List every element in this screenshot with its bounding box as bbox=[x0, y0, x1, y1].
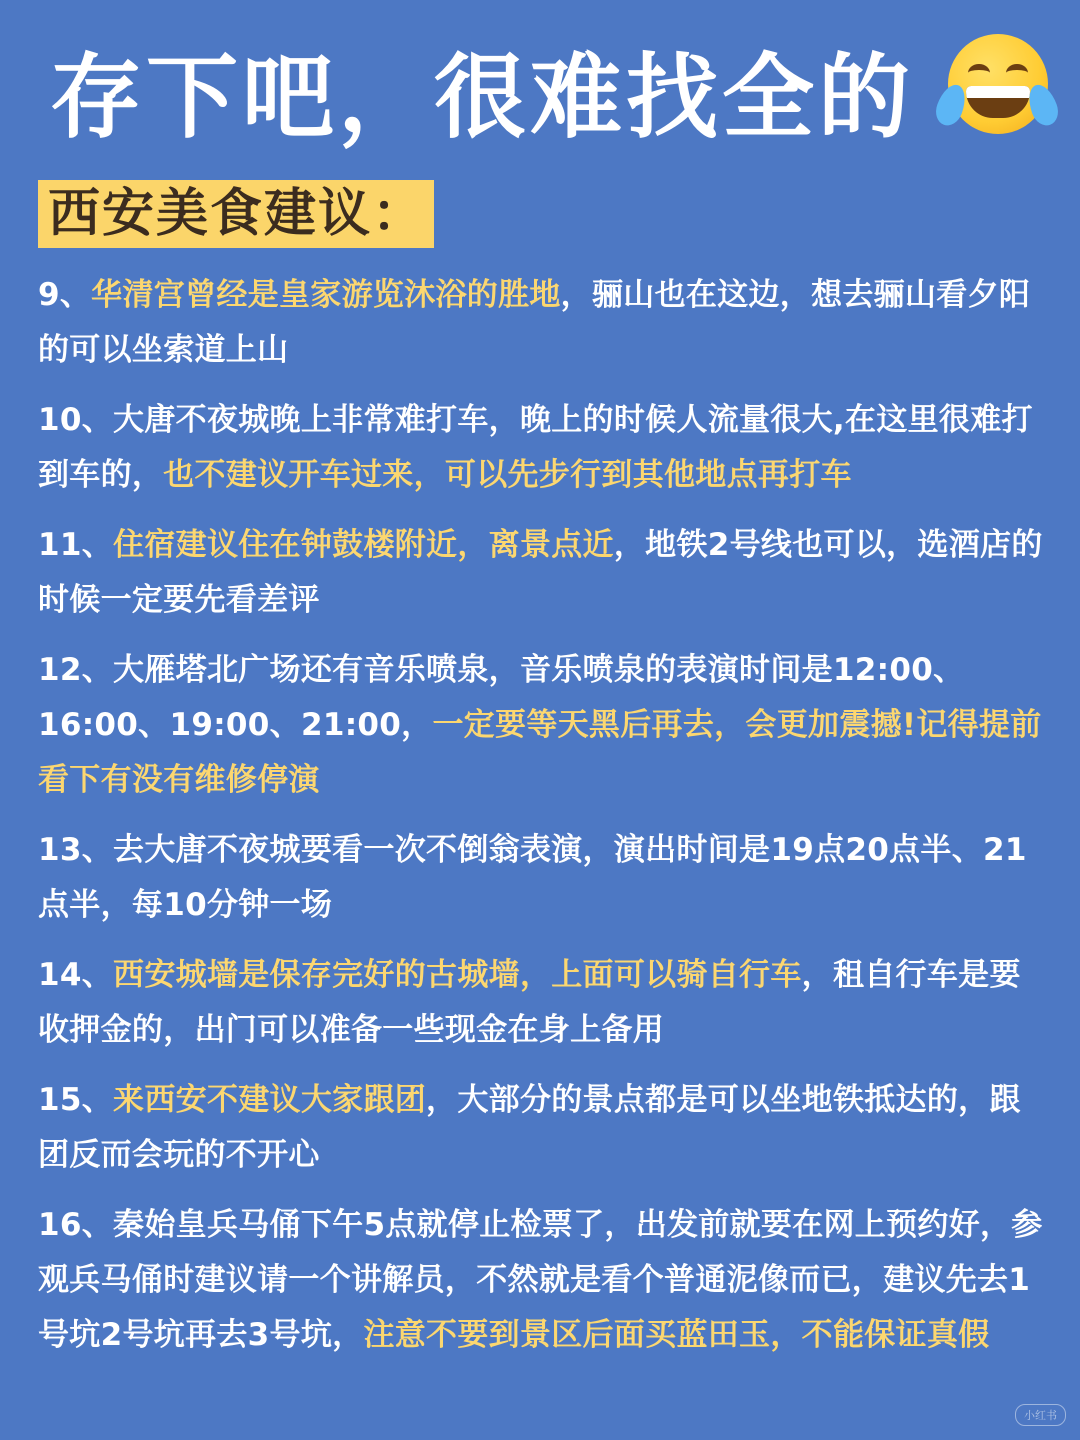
tip-highlight-text: 住宿建议住在钟鼓楼附近，离景点近 bbox=[113, 527, 614, 563]
tip-highlight-text: 华清宫曾经是皇家游览沐浴的胜地 bbox=[91, 277, 561, 313]
tip-text: ，地铁2号线也可以，选酒店的时候一定要先看差评 bbox=[38, 527, 1043, 618]
face-with-tears-of-joy-icon bbox=[938, 34, 1056, 146]
watermark: 小红书 bbox=[1015, 1404, 1066, 1426]
tip-item bbox=[38, 268, 1048, 378]
page-title bbox=[50, 30, 1056, 150]
tip-text: 16、秦始皇兵马俑下午5点就停止检票了，出发前就要在网上预约好，参观兵马俑时建议请一个讲解员，不然就是看个普通泥像而已，建议先去1号坑2号坑再去3号坑， bbox=[38, 1207, 1043, 1353]
tip-item bbox=[38, 1073, 1048, 1183]
tip-text: 14、 bbox=[38, 957, 114, 993]
tip-text: 11、 bbox=[38, 527, 114, 563]
tip-highlight-text: 西安城墙是保存完好的古城墙，上面可以骑自行车 bbox=[113, 957, 802, 993]
tip-highlight-text: 来西安不建议大家跟团 bbox=[113, 1082, 427, 1118]
tip-text: ，骊山也在这边，想去骊山看夕阳的可以坐索道上山 bbox=[38, 277, 1031, 368]
tip-text: 15、 bbox=[38, 1082, 114, 1118]
tip-item bbox=[38, 643, 1048, 808]
tip-text: 9、 bbox=[38, 277, 92, 313]
tip-text: 13、去大唐不夜城要看一次不倒翁表演，演出时间是19点20点半、21点半，每10分钟一场 bbox=[38, 832, 1027, 923]
tip-text: ，租自行车是要收押金的，出门可以准备一些现金在身上备用 bbox=[38, 957, 1021, 1048]
tip-item bbox=[38, 1198, 1048, 1363]
tip-item bbox=[38, 518, 1048, 628]
tips-list bbox=[38, 268, 1048, 1378]
tip-text: ，大部分的景点都是可以坐地铁抵达的，跟团反而会玩的不开心 bbox=[38, 1082, 1021, 1173]
tip-item bbox=[38, 948, 1048, 1058]
tip-highlight-text: 注意不要到景区后面买蓝田玉，不能保证真假 bbox=[363, 1317, 990, 1353]
tip-item bbox=[38, 823, 1048, 933]
section-label: 西安美食建议： bbox=[38, 180, 434, 248]
page-title-text: 存下吧，很难找全的 bbox=[50, 44, 915, 151]
tip-item bbox=[38, 393, 1048, 503]
tip-highlight-text: 一定要等天黑后再去，会更加震撼!记得提前看下有没有维修停演 bbox=[38, 707, 1042, 798]
tip-highlight-text: 也不建议开车过来，可以先步行到其他地点再打车 bbox=[163, 457, 852, 493]
tip-text: 10、大唐不夜城晚上非常难打车，晚上的时候人流量很大,在这里很难打到车的， bbox=[38, 402, 1033, 493]
tip-text: 12、大雁塔北广场还有音乐喷泉，音乐喷泉的表演时间是12:00、16:00、19:00、21:00， bbox=[38, 652, 965, 743]
